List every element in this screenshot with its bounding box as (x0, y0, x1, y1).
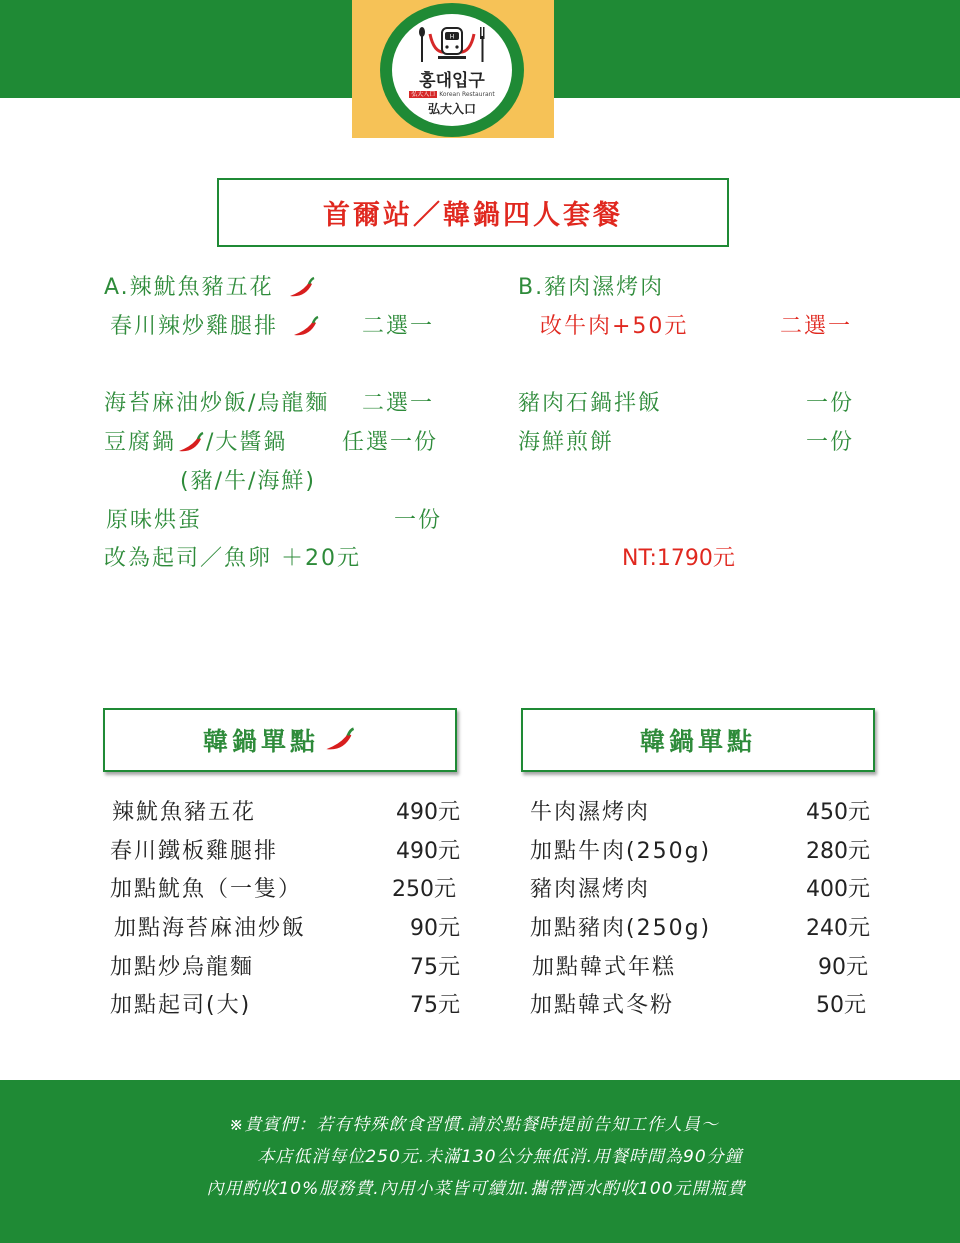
set-bibimbap-qty: 一份 (806, 391, 855, 416)
set-rice-choice: 二選一 (362, 391, 435, 416)
list-item-price: 75元 (410, 993, 460, 1018)
set-bibimbap: 豬肉石鍋拌飯 (518, 391, 663, 416)
ala-carte-right-title: 韓鍋單點 (639, 727, 756, 756)
set-option-a-choice: 二選一 (362, 314, 435, 339)
subway-fork-knife-icon (412, 24, 492, 68)
set-option-b: B.豬肉濕烤肉 (518, 275, 665, 300)
list-item-price: 280元 (806, 839, 870, 864)
chili-pepper-icon (323, 726, 357, 754)
set-option-a-alt (110, 309, 321, 340)
list-item-price: 90元 (818, 955, 868, 980)
list-item-price: 400元 (806, 877, 870, 902)
footer-note-1: ※貴賓們：若有特殊飲食習慣.請於點餐時提前告知工作人員～ (229, 1115, 719, 1135)
set-egg: 原味烘蛋 (106, 508, 203, 533)
footer-note-2: 本店低消每位250元.未滿130公分無低消.用餐時間為90分鐘 (257, 1147, 743, 1167)
set-pancake-qty: 一份 (806, 430, 855, 455)
footer-note-3: 內用酌收10%服務費.內用小菜皆可續加.攜帶酒水酌收100元開瓶費 (206, 1179, 746, 1199)
logo-chinese-text: 弘大入口 (427, 102, 476, 116)
set-option-b-choice: 二選一 (780, 314, 853, 339)
list-item-price: 250元 (392, 877, 456, 902)
set-stew-options: (豬/牛/海鮮) (180, 469, 316, 494)
set-menu-title-box (217, 178, 729, 247)
set-option-a (104, 270, 317, 301)
logo-tag: 弘大入口 (411, 91, 436, 98)
set-stew-a: 豆腐鍋 (104, 430, 177, 455)
list-item-price: 90元 (410, 916, 460, 941)
set-stew-choice: 任選一份 (342, 430, 439, 455)
set-menu-title: 首爾站／韓鍋四人套餐 (323, 200, 623, 231)
list-item: 豬肉濕烤肉 (530, 877, 651, 902)
logo-english: Korean Restaurant (439, 91, 495, 98)
list-item: 加點韓式冬粉 (530, 993, 675, 1018)
list-item: 加點炒烏龍麵 (110, 955, 255, 980)
logo-subtitle (392, 89, 512, 98)
list-item: 辣魷魚豬五花 (112, 800, 257, 825)
list-item-price: 240元 (806, 916, 870, 941)
set-pancake: 海鮮煎餅 (518, 430, 615, 455)
chili-pepper-icon (291, 315, 321, 339)
chili-pepper-icon (176, 431, 206, 455)
set-stew-option (104, 425, 287, 456)
ala-carte-left-title-box (103, 708, 457, 772)
chili-pepper-icon (287, 276, 317, 300)
list-item-price: 490元 (396, 839, 460, 864)
set-option-a-alt-label: 春川辣炒雞腿排 (110, 314, 279, 339)
set-egg-qty: 一份 (394, 508, 443, 533)
set-egg-upgrade: 改為起司／魚卵 ＋20元 (104, 546, 361, 571)
list-item: 加點韓式年糕 (532, 955, 677, 980)
list-item: 加點牛肉(250g) (530, 839, 712, 864)
list-item-price: 490元 (396, 800, 460, 825)
list-item: 加點魷魚（一隻） (110, 877, 303, 902)
ala-carte-right-title-box (521, 708, 875, 772)
restaurant-logo (380, 3, 524, 137)
list-item: 牛肉濕烤肉 (530, 800, 651, 825)
list-item: 春川鐵板雞腿排 (110, 839, 279, 864)
svg-text:H: H (449, 33, 455, 41)
ala-carte-left-title: 韓鍋單點 (202, 727, 319, 756)
set-option-b-alt: 改牛肉+50元 (540, 314, 689, 339)
set-rice-option: 海苔麻油炒飯/烏龍麵 (104, 391, 330, 416)
list-item: 加點起司(大) (110, 993, 252, 1018)
set-price: NT:1790元 (622, 546, 735, 571)
list-item-price: 450元 (806, 800, 870, 825)
list-item: 加點豬肉(250g) (530, 916, 712, 941)
logo-badge (392, 14, 512, 126)
list-item-price: 75元 (410, 955, 460, 980)
list-item-price: 50元 (816, 993, 866, 1018)
set-stew-b: /大醬鍋 (206, 430, 288, 455)
set-option-a-label: A.辣魷魚豬五花 (104, 275, 274, 300)
logo-korean-text: 홍대입구 (419, 71, 485, 91)
list-item: 加點海苔麻油炒飯 (114, 916, 307, 941)
